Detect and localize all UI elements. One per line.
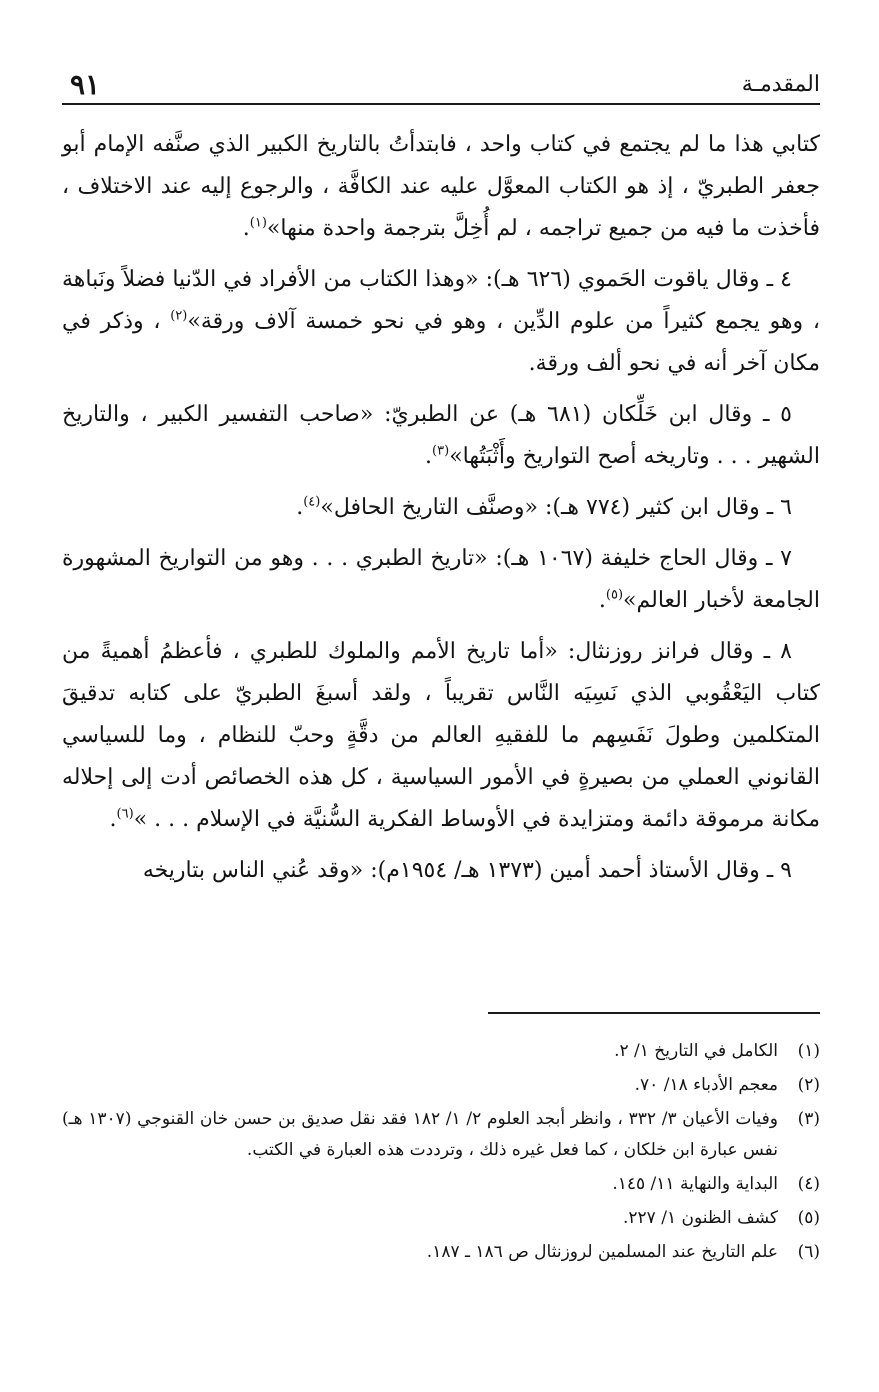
paragraph-end: . xyxy=(296,495,304,520)
paragraph-end: . xyxy=(109,807,117,832)
paragraph-text: ٧ ـ وقال الحاج خليفة (١٠٦٧ هـ): «تاريخ الطبري . . . وهو من التواريخ المشهورة الجامعة لأخبار العالم» xyxy=(62,546,820,613)
footnote-item xyxy=(62,1203,820,1234)
footnote-text: الكامل في التاريخ ١/ ٢. xyxy=(614,1041,778,1061)
chapter-title: المقدمـة xyxy=(741,72,820,97)
paragraph-2 xyxy=(62,259,820,385)
paragraph-end: . xyxy=(425,444,433,469)
footnote-item xyxy=(62,1104,820,1166)
paragraph-text: ٤ ـ وقال ياقوت الحَموي (٦٢٦ هـ): «وهذا الكتاب من الأفراد في الدّنيا فضلاً ونَباهة ، وهو يجمع كثيراً من علوم الدِّين ، وهو في نحو خمسة آلاف ورقة» xyxy=(62,267,820,334)
paragraph-6 xyxy=(62,631,820,841)
paragraph-end: . xyxy=(598,588,606,613)
paragraph-text: كتابي هذا ما لم يجتمع في كتاب واحد ، فابتدأتُ بالتاريخ الكبير الذي صنَّفه الإمام أبو جعفر الطبريّ ، إذ هو الكتاب المعوَّل عليه عند الكافَّة ، والرجوع إليه عند الاختلاف ، فأخذت ما فيه من جميع تراجمه ، لم أُخِلَّ بترجمة واحدة منها» xyxy=(62,132,820,241)
page-number: ٩١ xyxy=(70,68,101,101)
paragraph-5 xyxy=(62,538,820,622)
footnotes xyxy=(62,1036,820,1271)
footnote-text: البداية والنهاية ١١/ ١٤٥. xyxy=(612,1174,778,1194)
footnote-item xyxy=(62,1169,820,1200)
paragraph-text: ٦ ـ وقال ابن كثير (٧٧٤ هـ): «وصنَّف التاريخ الحافل» xyxy=(320,495,792,520)
footnote-number: (٦) xyxy=(797,1242,820,1262)
footnote-text: وفيات الأعيان ٣/ ٣٣٢ ، وانظر أبجد العلوم ٢/ ١/ ١٨٢ فقد نقل صديق بن حسن خان القنوجي (١٣٠٧ هـ) نفس عبارة ابن خلكان ، كما فعل غيره ذلك ، وترددت هذه العبارة في الكتب. xyxy=(62,1109,779,1160)
footnote-ref: (١) xyxy=(249,215,267,231)
footnote-item xyxy=(62,1237,820,1268)
paragraph-text: ٨ ـ وقال فرانز روزنثال: «أما تاريخ الأمم والملوك للطبري ، فأعظمُ أهميةً من كتاب اليَعْقُوبي الذي نَسِيَه النَّاس تقريباً ، ولقد أسبغَ الطبريّ على كتابه تدقيقَ المتكلمين وطولَ نَفَسِهم ما للفقيهِ العالم من دقَّةٍ وحبّ للنظام ، وما للسياسي القانوني العملي من بصيرةٍ في الأمور السياسية ، كل هذه الخصائص أدت إلى إحلاله مكانة مرموقة دائمة ومتزايدة في الأوساط الفكرية السُّنيَّة في الإسلام . . . » xyxy=(62,639,820,832)
paragraph-text: ٥ ـ وقال ابن خَلِّكان (٦٨١ هـ) عن الطبريّ: «صاحب التفسير الكبير ، والتاريخ الشهير . . . وتاريخه أصح التواريخ وأَثْبَتُها» xyxy=(62,402,820,469)
footnote-number: (٥) xyxy=(797,1208,820,1228)
footnote-number: (١) xyxy=(797,1041,820,1061)
footnote-ref: (٦) xyxy=(116,806,134,822)
footnote-ref: (٤) xyxy=(303,494,321,510)
footnote-ref: (٥) xyxy=(605,587,624,603)
paragraph-7 xyxy=(62,850,820,892)
footnote-number: (٤) xyxy=(797,1174,820,1194)
footnote-text: معجم الأدباء ١٨/ ٧٠. xyxy=(634,1075,778,1095)
paragraph-4 xyxy=(62,487,820,529)
footnote-ref: (٢) xyxy=(170,308,188,324)
footnote-item xyxy=(62,1070,820,1101)
footnote-text: كشف الظنون ١/ ٢٢٧. xyxy=(622,1208,778,1228)
footnote-number: (٢) xyxy=(797,1075,820,1095)
paragraph-end: ، وذكر في مكان آخر أنه في نحو ألف ورقة. xyxy=(62,309,820,376)
book-page xyxy=(62,0,820,1392)
header-divider xyxy=(62,103,820,105)
footnote-ref: (٣) xyxy=(432,443,450,459)
running-header xyxy=(62,66,820,100)
paragraph-1 xyxy=(62,124,820,250)
footnote-text: علم التاريخ عند المسلمين لروزنثال ص ١٨٦ ـ ١٨٧. xyxy=(426,1242,778,1262)
paragraph-3 xyxy=(62,394,820,478)
footnote-item xyxy=(62,1036,820,1067)
footnote-number: (٣) xyxy=(797,1109,820,1129)
paragraph-end: . xyxy=(242,216,250,241)
footnote-divider xyxy=(488,1012,820,1014)
main-text xyxy=(62,124,820,901)
paragraph-text: ٩ ـ وقال الأستاذ أحمد أمين (١٣٧٣ هـ/ ١٩٥٤م): «وقد عُني الناس بتاريخه xyxy=(142,858,792,883)
